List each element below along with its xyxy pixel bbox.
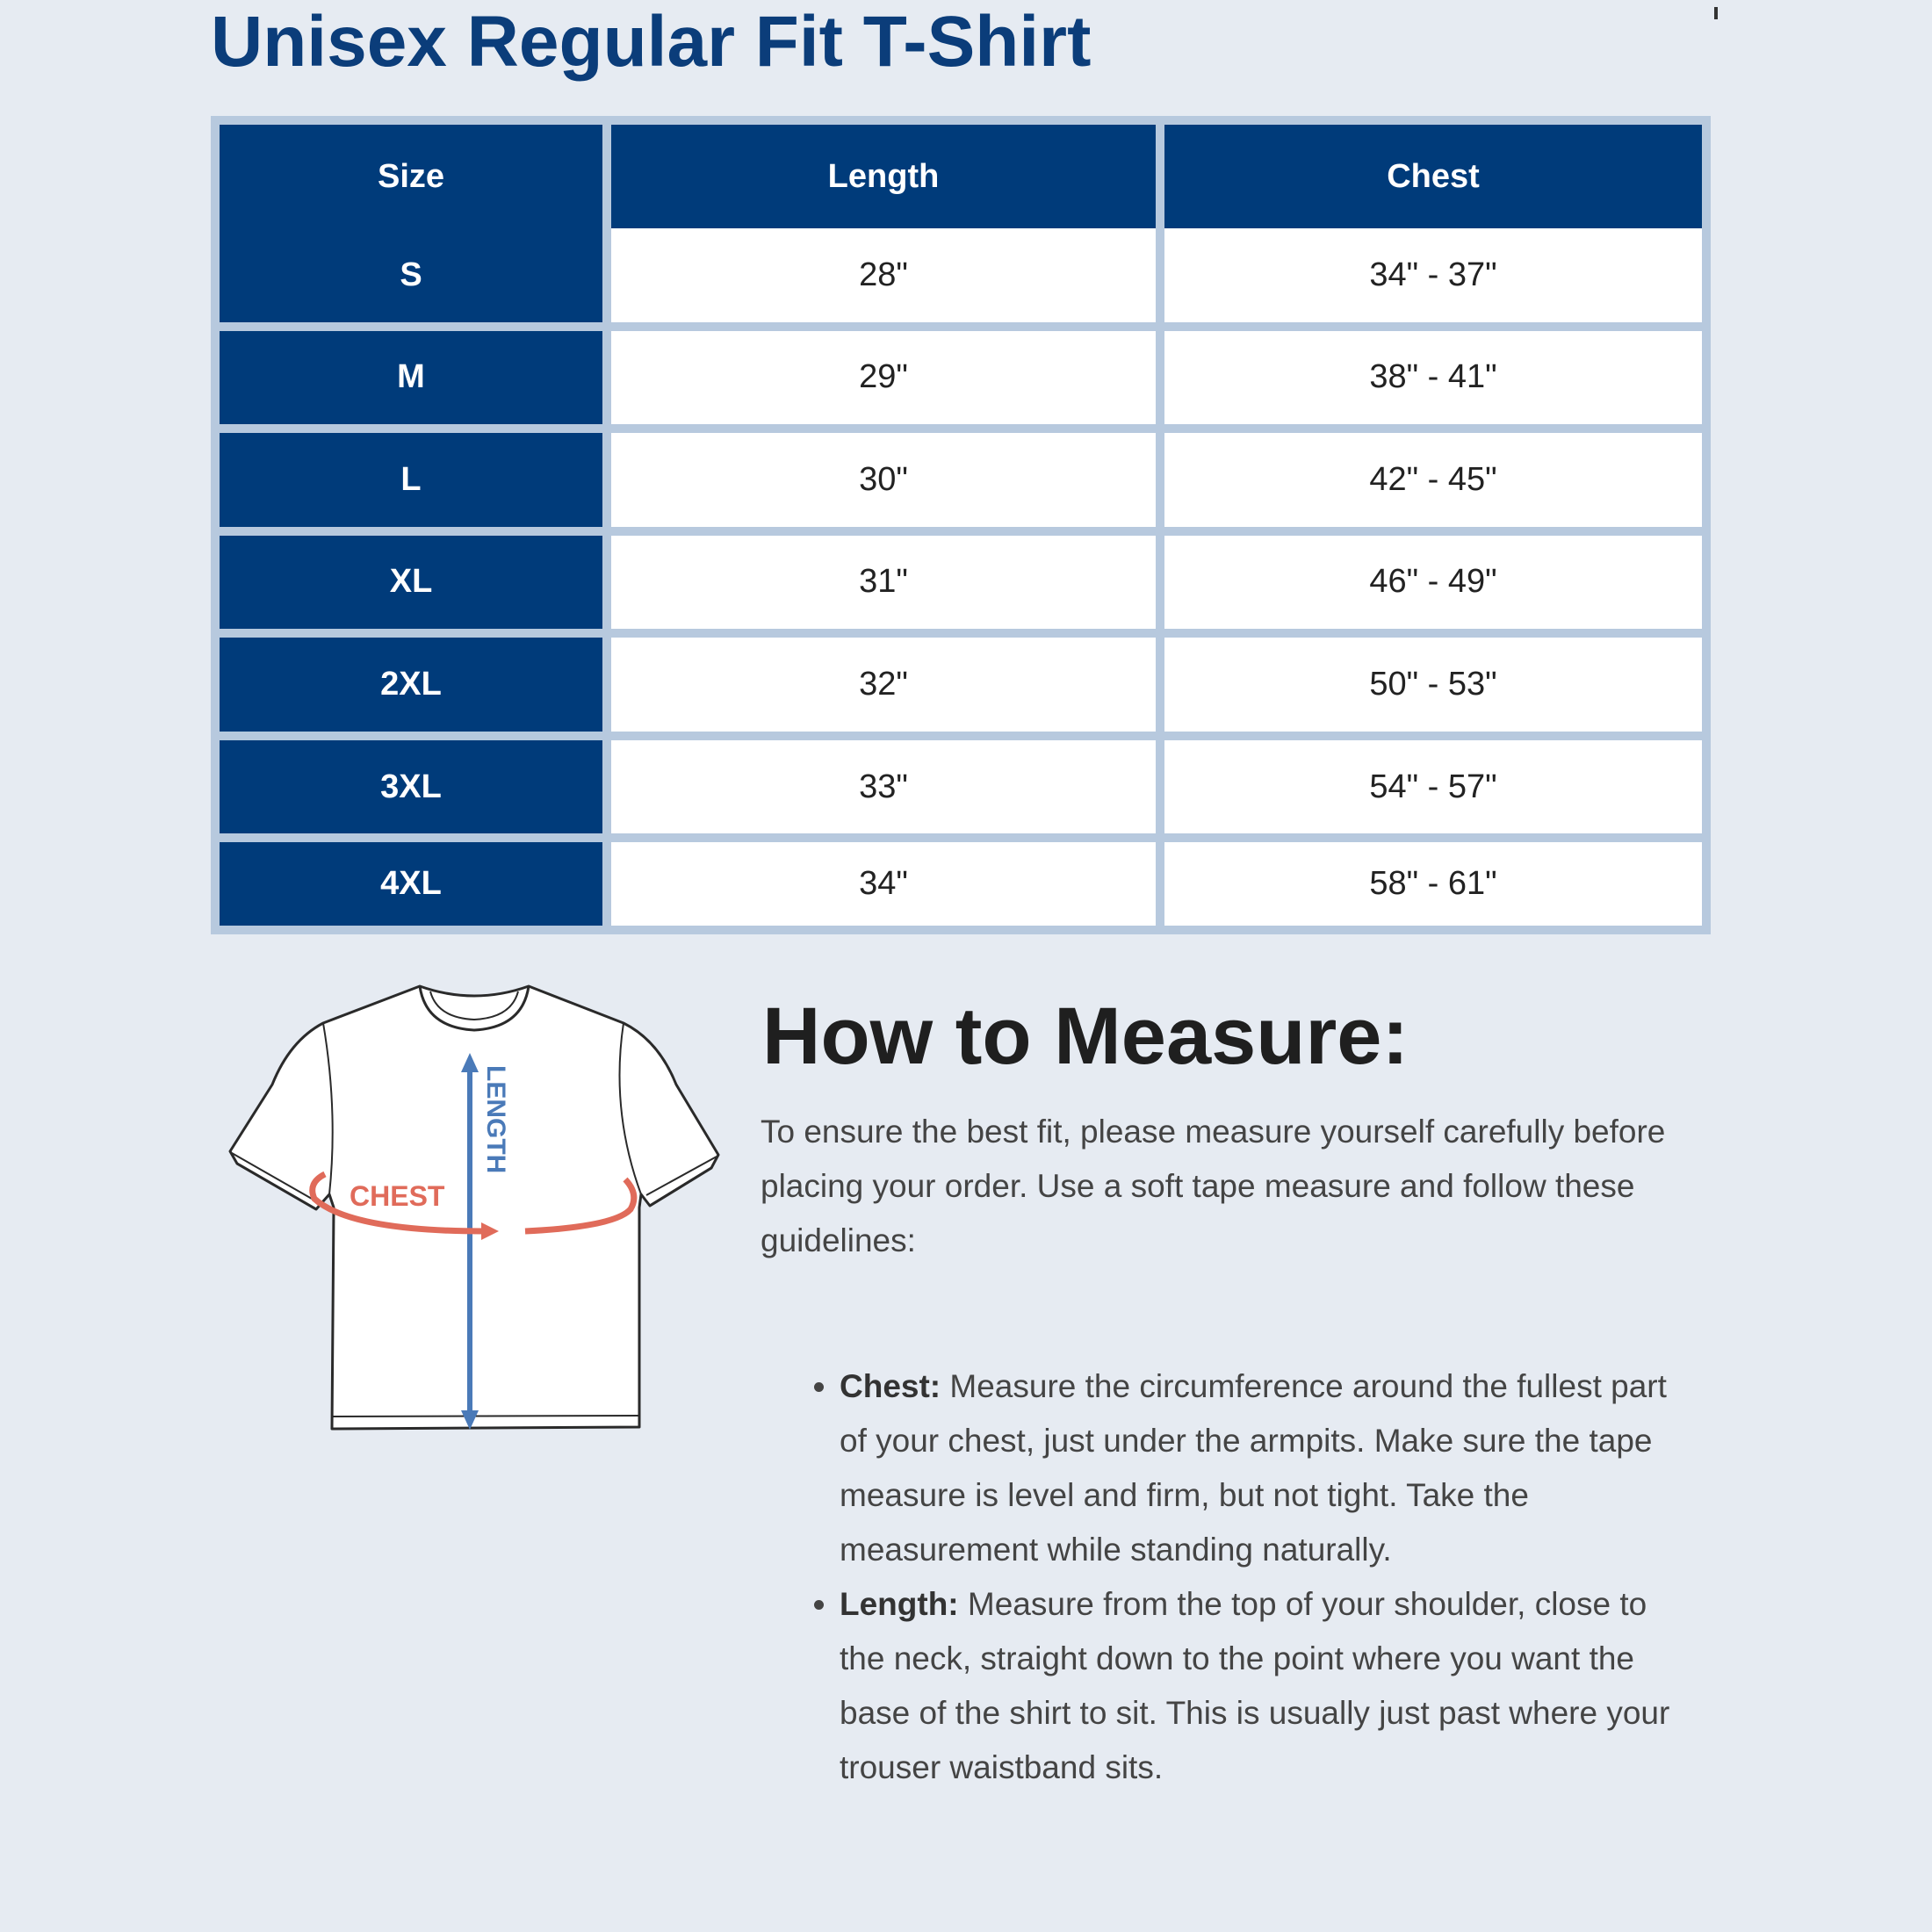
- table-row: [220, 638, 1702, 740]
- chest-cell: 50" - 53": [1164, 638, 1702, 740]
- header-chest: Chest: [1164, 125, 1702, 228]
- length-cell: 31": [611, 536, 1164, 638]
- table-row: [220, 228, 1702, 331]
- table-row: [220, 433, 1702, 536]
- table-row: [220, 536, 1702, 638]
- length-cell: 34": [611, 842, 1164, 926]
- length-label: LENGTH: [481, 1065, 510, 1174]
- corner-mark: [1714, 7, 1718, 19]
- size-table-frame: [211, 116, 1711, 934]
- size-table: [220, 125, 1702, 926]
- size-cell: L: [220, 433, 611, 536]
- length-cell: 29": [611, 331, 1164, 434]
- chest-cell: 42" - 45": [1164, 433, 1702, 536]
- page-title: Unisex Regular Fit T-Shirt: [211, 2, 1092, 82]
- chest-label: CHEST: [350, 1180, 445, 1212]
- length-cell: 32": [611, 638, 1164, 740]
- how-to-measure-title: How to Measure:: [762, 991, 1409, 1081]
- size-cell: XL: [220, 536, 611, 638]
- size-cell: 3XL: [220, 740, 611, 843]
- chest-cell: 38" - 41": [1164, 331, 1702, 434]
- length-cell: 33": [611, 740, 1164, 843]
- guide-text: Measure from the top of your shoulder, close to the neck, straight down to the point where you want the base of the shirt to sit. This is usually just past where your trouser waistband sits.: [840, 1586, 1670, 1785]
- chest-cell: 34" - 37": [1164, 228, 1702, 331]
- size-cell: 2XL: [220, 638, 611, 740]
- size-cell: S: [220, 228, 611, 331]
- table-row: [220, 842, 1702, 926]
- tshirt-diagram: [220, 979, 729, 1467]
- table-row: [220, 740, 1702, 843]
- list-item: [840, 1359, 1691, 1577]
- guide-label: Length:: [840, 1586, 959, 1622]
- list-item: [840, 1577, 1691, 1795]
- guide-label: Chest:: [840, 1368, 941, 1404]
- chest-cell: 58" - 61": [1164, 842, 1702, 926]
- header-size: Size: [220, 125, 611, 228]
- size-cell: M: [220, 331, 611, 434]
- table-header-row: [220, 125, 1702, 228]
- table-row: [220, 331, 1702, 434]
- chest-cell: 46" - 49": [1164, 536, 1702, 638]
- measure-intro: To ensure the best fit, please measure yourself carefully before placing your order. Use a soft tape measure and follow these guidelines:: [761, 1114, 1666, 1258]
- length-cell: 30": [611, 433, 1164, 536]
- length-cell: 28": [611, 228, 1164, 331]
- bottom-hem: [332, 1416, 639, 1417]
- size-cell: 4XL: [220, 842, 611, 926]
- guide-text: Measure the circumference around the fullest part of your chest, just under the armpits. Make sure the tape measure is level and firm, but not tight. Take the measurement while standing naturally.: [840, 1368, 1667, 1568]
- header-length: Length: [611, 125, 1164, 228]
- chest-cell: 54" - 57": [1164, 740, 1702, 843]
- measure-guidelines: [761, 1359, 1691, 1795]
- tshirt-outline: [230, 986, 718, 1429]
